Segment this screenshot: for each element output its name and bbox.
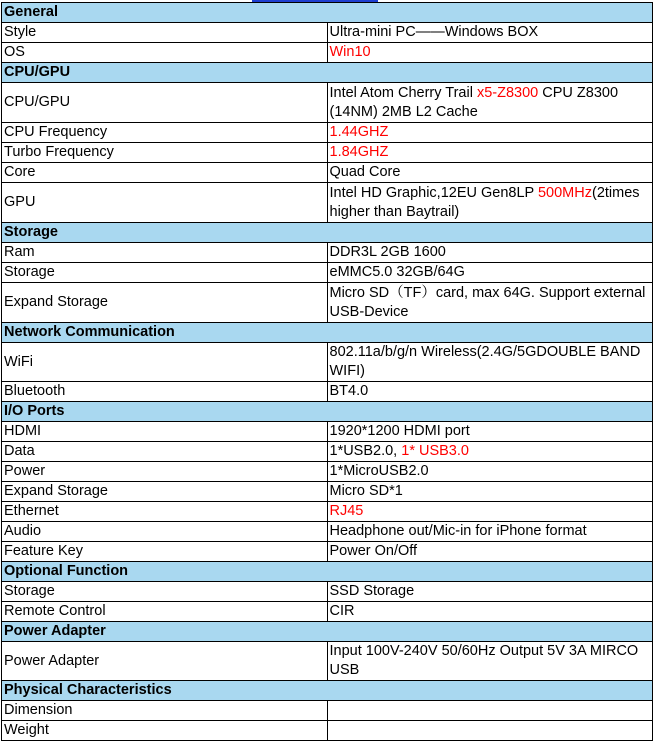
- spec-value-highlight: 1.44GHZ: [329, 124, 389, 140]
- spec-label: Expand Storage: [2, 482, 328, 502]
- spec-value-highlight: 1.84GHZ: [329, 144, 389, 160]
- spec-label: Bluetooth: [2, 382, 328, 402]
- section-title: Optional Function: [2, 562, 653, 582]
- spec-value: [327, 482, 653, 502]
- spec-value: [327, 343, 653, 382]
- spec-value-text: Intel HD Graphic,12EU Gen8LP: [329, 184, 538, 201]
- spec-value-text: Micro SD*1: [329, 483, 403, 499]
- spec-table-body: [2, 3, 653, 741]
- spec-table: [1, 2, 653, 741]
- section-header-row: [2, 323, 653, 343]
- spec-row: [2, 23, 653, 43]
- spec-value-text: Micro SD（TF）card, max 64G. Support external USB-Device: [329, 284, 646, 320]
- spec-label: WiFi: [2, 343, 328, 382]
- spec-value: [327, 602, 653, 622]
- spec-value: [327, 442, 653, 462]
- spec-value: [327, 23, 653, 43]
- spec-label: Core: [2, 163, 328, 183]
- spec-row: [2, 582, 653, 602]
- spec-label: Power Adapter: [2, 642, 328, 681]
- spec-label: Style: [2, 23, 328, 43]
- spec-label: Remote Control: [2, 602, 328, 622]
- spec-row: [2, 502, 653, 522]
- spec-row: [2, 442, 653, 462]
- spec-row: [2, 522, 653, 542]
- spec-value-text: Quad Core: [329, 164, 401, 180]
- spec-value-text: Intel Atom Cherry Trail: [329, 84, 477, 101]
- spec-value-highlight: RJ45: [329, 503, 364, 519]
- spec-row: [2, 482, 653, 502]
- spec-value: [327, 642, 653, 681]
- spec-label: OS: [2, 43, 328, 63]
- spec-value-text: (2times higher than Baytrail): [329, 184, 640, 220]
- spec-row: [2, 163, 653, 183]
- section-header-row: [2, 562, 653, 582]
- spec-row: [2, 642, 653, 681]
- spec-value: [327, 43, 653, 63]
- spec-value: [327, 183, 653, 223]
- spec-value: [327, 582, 653, 602]
- section-title: General: [2, 3, 653, 23]
- spec-value-text: 802.11a/b/g/n Wireless(2.4G/5GDOUBLE BAND WIFI): [329, 344, 641, 379]
- spec-label: Dimension: [2, 701, 328, 721]
- section-header-row: [2, 402, 653, 422]
- spec-value: [327, 123, 653, 143]
- spec-label: CPU/GPU: [2, 83, 328, 123]
- spec-value-text: CPU Z8300 (14NM) 2MB L2 Cache: [329, 84, 619, 120]
- spec-label: Storage: [2, 263, 328, 283]
- section-title: Network Communication: [2, 323, 653, 343]
- spec-row: [2, 283, 653, 323]
- spec-value-text: CIR: [329, 603, 355, 619]
- spec-label: Audio: [2, 522, 328, 542]
- spec-value-text: 1920*1200 HDMI port: [329, 423, 470, 439]
- section-header-row: [2, 223, 653, 243]
- spec-row: [2, 422, 653, 442]
- spec-value: [327, 721, 653, 741]
- spec-row: [2, 143, 653, 163]
- spec-row: [2, 721, 653, 741]
- spec-value-text: 1*USB2.0,: [329, 443, 402, 459]
- spec-value: [327, 542, 653, 562]
- spec-value-text: SSD Storage: [329, 583, 415, 599]
- spec-row: [2, 43, 653, 63]
- section-title: I/O Ports: [2, 402, 653, 422]
- spec-value-text: Ultra-mini PC——Windows BOX: [329, 24, 539, 40]
- spec-value-highlight: 500MHz: [537, 184, 592, 201]
- section-header-row: [2, 681, 653, 701]
- spec-label: GPU: [2, 183, 328, 223]
- spec-value-text: 1*MicroUSB2.0: [329, 463, 429, 479]
- spec-label: Ram: [2, 243, 328, 263]
- spec-row: [2, 243, 653, 263]
- spec-value-text: Input 100V-240V 50/60Hz Output 5V 3A MIRCO USB: [329, 643, 639, 678]
- spec-label: HDMI: [2, 422, 328, 442]
- spec-value: [327, 382, 653, 402]
- spec-row: [2, 542, 653, 562]
- section-header-row: [2, 63, 653, 83]
- spec-value: [327, 163, 653, 183]
- spec-value-text: eMMC5.0 32GB/64G: [329, 264, 465, 280]
- spec-value: [327, 522, 653, 542]
- spec-value: [327, 422, 653, 442]
- spec-value: [327, 83, 653, 123]
- spec-row: [2, 462, 653, 482]
- spec-label: Feature Key: [2, 542, 328, 562]
- spec-row: [2, 83, 653, 123]
- section-header-row: [2, 3, 653, 23]
- spec-row: [2, 602, 653, 622]
- spec-value: [327, 263, 653, 283]
- spec-row: [2, 343, 653, 382]
- spec-label: Weight: [2, 721, 328, 741]
- section-title: Physical Characteristics: [2, 681, 653, 701]
- section-title: CPU/GPU: [2, 63, 653, 83]
- section-title: Power Adapter: [2, 622, 653, 642]
- spec-value-text: Headphone out/Mic-in for iPhone format: [329, 523, 587, 539]
- spec-label: Ethernet: [2, 502, 328, 522]
- spec-label: Storage: [2, 582, 328, 602]
- spec-label: Turbo Frequency: [2, 143, 328, 163]
- spec-value-highlight: 1* USB3.0: [401, 443, 469, 459]
- spec-value-text: DDR3L 2GB 1600: [329, 244, 446, 260]
- spec-row: [2, 382, 653, 402]
- spec-value-highlight: x5-Z8300: [476, 84, 539, 101]
- spec-value: [327, 502, 653, 522]
- spec-value-text: Power On/Off: [329, 543, 418, 559]
- spec-label: Power: [2, 462, 328, 482]
- spec-value: [327, 283, 653, 323]
- spec-row: [2, 183, 653, 223]
- spec-value-highlight: Win10: [329, 44, 371, 60]
- spec-value-text: BT4.0: [329, 383, 369, 399]
- spec-value: [327, 462, 653, 482]
- section-title: Storage: [2, 223, 653, 243]
- section-header-row: [2, 622, 653, 642]
- spec-value: [327, 243, 653, 263]
- spec-row: [2, 263, 653, 283]
- spec-row: [2, 123, 653, 143]
- spec-label: Expand Storage: [2, 283, 328, 323]
- spec-label: CPU Frequency: [2, 123, 328, 143]
- spec-label: Data: [2, 442, 328, 462]
- spec-value: [327, 143, 653, 163]
